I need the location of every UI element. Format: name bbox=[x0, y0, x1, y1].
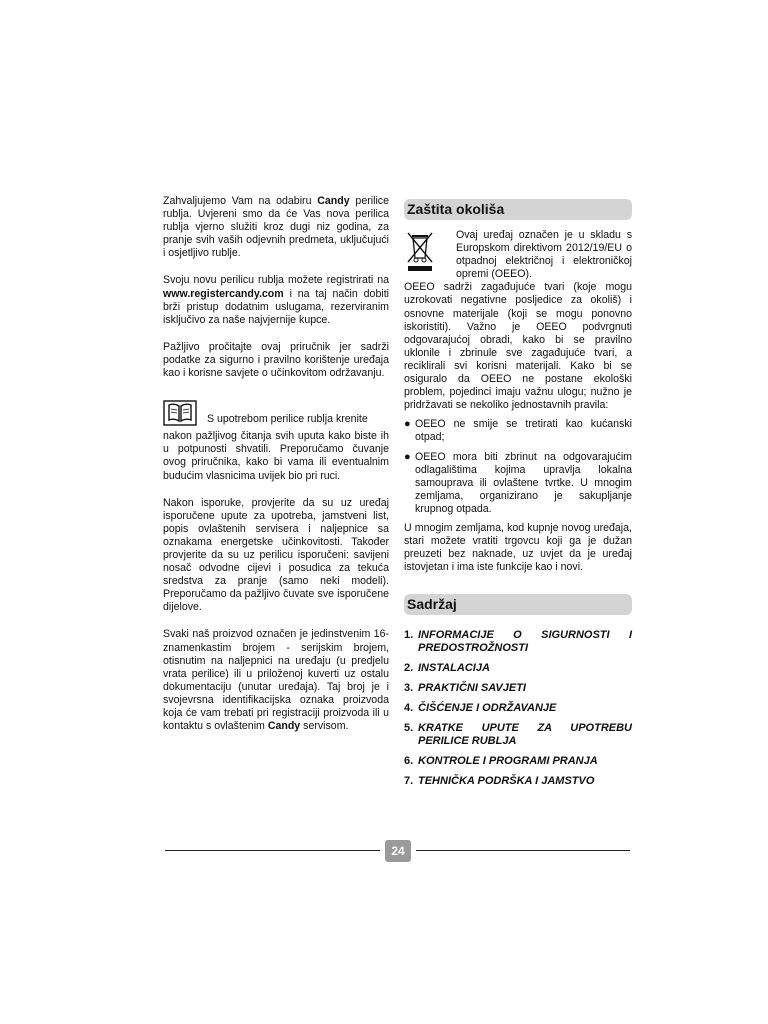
bullet-icon: ● bbox=[404, 418, 411, 431]
right-column bbox=[404, 199, 632, 795]
toc-item[interactable]: 7. TEHNIČKA PODRŠKA I JAMSTVO bbox=[404, 775, 595, 788]
weee-paragraph: OEEO sadrži zagađujuće tvari (koje mogu uzrokovati negativne posljedice za okoliš) i osnovne materijale (koji se mogu ponovno iskoristiti). Važno je OEEO podvrgnuti odgovarajućoj obradi, kako bi se pravilno uklonile i zbrinule sve zagađujuće tvari, a reciklirali svi korisni materijali. Kako bi se osiguralo da OEEO ne postane ekološki problem, pojedinci imaju važnu ulogu; nužno je pridržavati se nekoliko jednostavnih pravila: bbox=[404, 281, 632, 412]
left-column bbox=[163, 195, 389, 747]
book-icon bbox=[163, 400, 207, 430]
register-link[interactable]: www.registercandy.com bbox=[163, 287, 284, 300]
contents-section-title: Sadržaj bbox=[404, 594, 632, 615]
delivery-paragraph: Nakon isporuke, provjerite da su uz uređaj isporučene upute za upotreba, jamstveni list, popis ovlaštenih servisera i naljepnice sa oznakama energetske učinkovitosti. Također provjerite da su uz perilicu isporučeni: savijeni nosač odvodne cijevi i posudica za tekuća sredstva za pranje (samo neki modeli). Preporučamo da pažljivo čuvate sve isporučene dijelove. bbox=[163, 496, 389, 614]
brand-name: Candy bbox=[317, 195, 350, 207]
toc-item[interactable]: 1. INFORMACIJE O SIGURNOSTI I PREDOSTROŽNOSTI bbox=[404, 629, 632, 655]
weee-notice: Ovaj uređaj označen je u skladu s Europskom direktivom 2012/19/EU o otpadnoj električnoj i elektroničkoj opremi (OEEO). bbox=[404, 229, 632, 281]
toc-item[interactable]: 2. INSTALACIJA bbox=[404, 662, 490, 675]
intro-paragraph: Zahvaljujemo Vam na odabiru Candy perilice rublja. Uvjereni smo da će Vas nova perilica rublja vjerno služiti kroz dugi niz godina, za pranje svih vaših odjevnih predmeta, uključujući i osjetljivo rublje. bbox=[163, 195, 389, 260]
crossed-out-bin-icon bbox=[404, 229, 456, 281]
environment-section-title: Zaštita okoliša bbox=[404, 199, 632, 220]
register-paragraph: Svoju novu perilicu rublja možete registrirati na www.registercandy.com i na taj način dobiti brži pristup dodatnim uslugama, rezerviranim isključivo za naše najvjernije kupce. bbox=[163, 274, 389, 326]
footer-rule-left bbox=[165, 850, 380, 851]
list-item: ● OEEO mora biti zbrinut na odgovarajućim odlagalištima kojima upravlja lokalna samouprava ili ovlaštene tvrtke. U mnogim zemljama, organizirano je sakupljanje krupnog otpada. bbox=[404, 450, 632, 515]
read-manual-paragraph: Pažljivo pročitajte ovaj priručnik jer sadrži podatke za sigurno i pravilno korištenje uređaja kao i korisne savjete o učinkovitom održavanju. bbox=[163, 340, 389, 380]
footer-rule-right bbox=[416, 850, 630, 851]
toc-item[interactable]: 4. ČIŠĆENJE I ODRŽAVANJE bbox=[404, 702, 557, 715]
manual-notice: S upotrebom perilice rublja krenite nakon pažljivog čitanja svih uputa kako biste ih u potpunosti shvatili. Preporučamo čuvanje ovog priručnika, kako bi vama ili eventualnim budućim vlasnicima uvijek bio pri ruci. bbox=[163, 400, 389, 482]
serial-paragraph: Svaki naš proizvod označen je jedinstvenim 16-znamenkastim brojem - serijskim brojem, otisnutim na naljepnici na uređaju (u predjelu vrata perilice) ili u priloženoj kuverti uz ostalu dokumentaciju (unutar uređaja). Taj broj je i svojevrsna identifikacijska oznaka proizvoda koja će vam trebati pri registraciji proizvoda ili u kontaktu s ovlaštenim Candy servisom. bbox=[163, 628, 389, 733]
toc-item[interactable]: 5. KRATKE UPUTE ZA UPOTREBU PERILICE RUBLJA bbox=[404, 722, 632, 748]
page-number: 24 bbox=[385, 840, 411, 862]
toc-item[interactable]: 3. PRAKTIČNI SAVJETI bbox=[404, 682, 526, 695]
bullet-icon: ● bbox=[404, 450, 411, 463]
list-item: ● OEEO ne smije se tretirati kao kućanski otpad; bbox=[404, 418, 632, 444]
takeback-paragraph: U mnogim zemljama, kod kupnje novog uređaja, stari možete vratiti trgovcu koji ga je dužan preuzeti bez naknade, uz uvjet da je uređaj istovjetan i ima iste funkcije kao i novi. bbox=[404, 521, 632, 574]
toc-item[interactable]: 6. KONTROLE I PROGRAMI PRANJA bbox=[404, 755, 598, 768]
table-of-contents bbox=[404, 629, 632, 788]
